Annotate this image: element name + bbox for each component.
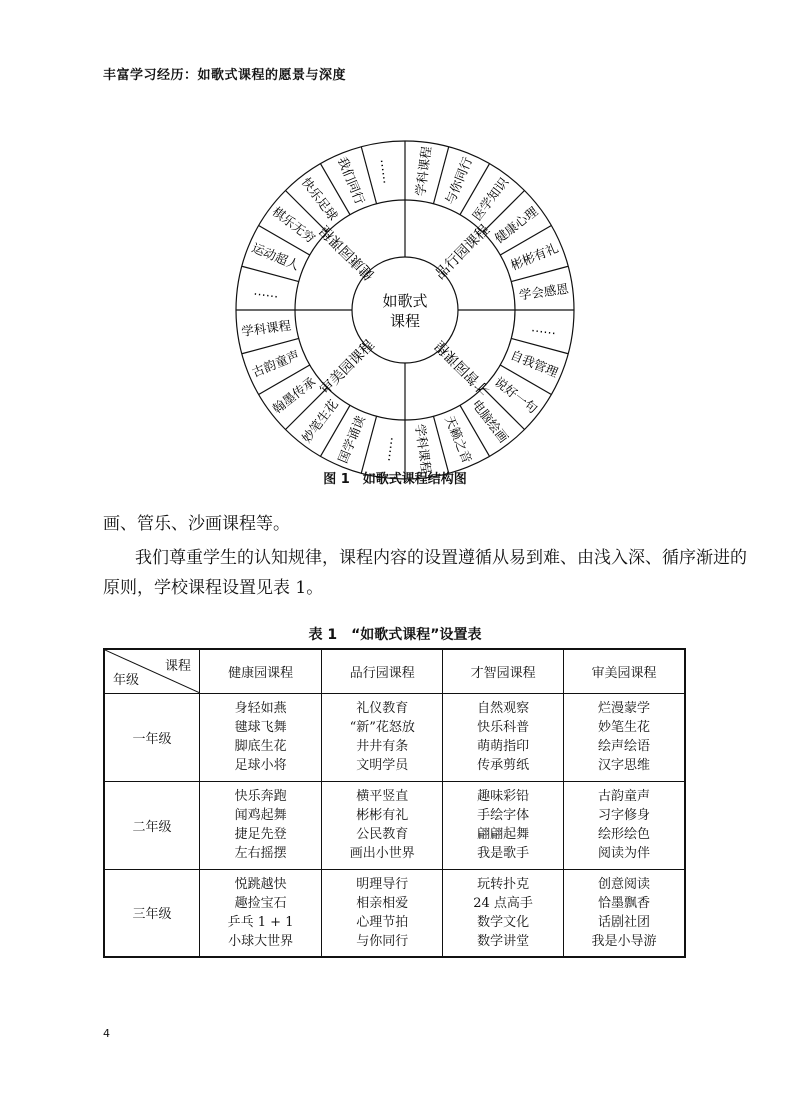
course-item: “新”花怒放	[349, 720, 415, 735]
course-cell	[443, 781, 564, 869]
course-cell	[322, 781, 443, 869]
outer-segment-label: 天籁之音	[442, 413, 476, 466]
course-item: 横平竖直	[356, 789, 409, 804]
diagonal-header-cell	[104, 649, 200, 693]
outer-segment-label: 自我管理	[508, 347, 561, 381]
page-number: 4	[103, 1027, 110, 1040]
course-item: 汉字思维	[597, 758, 650, 773]
table-caption: 表 1 “如歌式课程”设置表	[308, 627, 482, 643]
course-item: 传承剪纸	[477, 758, 530, 773]
course-item: 悦跳越快	[234, 876, 287, 892]
course-item: 数学文化	[477, 914, 530, 930]
course-item: 彬彬有礼	[356, 808, 409, 823]
outer-segment-label: 棋乐无穷	[269, 203, 319, 246]
course-item: 习字修身	[597, 808, 650, 823]
outer-segment-label: 学科课程	[412, 145, 434, 197]
course-item: 恰墨飘香	[597, 895, 650, 911]
outer-segment-label: 快乐足球	[298, 174, 341, 224]
course-cell	[200, 693, 322, 781]
center-label: 课程	[389, 312, 421, 330]
table-row	[104, 693, 685, 781]
course-item: 快乐科普	[477, 720, 530, 735]
outer-segment-label: 学科课程	[240, 317, 292, 339]
quadrant-label: 健康园课程	[316, 221, 378, 283]
course-item: 明理导行	[356, 876, 409, 892]
course-item: 萌萌指印	[477, 739, 530, 754]
paragraph-line-1: 画、管乐、沙画课程等。	[103, 514, 290, 534]
course-cell	[563, 869, 685, 957]
course-item: 脚底生花	[234, 739, 287, 754]
course-item: 手绘字体	[477, 808, 530, 823]
course-cell	[563, 693, 685, 781]
running-header: 丰富学习经历：如歌式课程的愿景与深度	[103, 68, 347, 83]
course-item: 足球小将	[234, 758, 287, 773]
course-item: 阅读为伴	[597, 846, 650, 861]
course-item: 妙笔生花	[597, 720, 650, 735]
center-label: 如歌式	[382, 292, 428, 310]
outer-segment-label: 翰墨传承	[269, 374, 319, 417]
course-item: 自然观察	[477, 701, 530, 716]
outer-segment-label: 电脑绘画	[469, 396, 512, 446]
column-header: 健康园课程	[200, 649, 322, 693]
outer-segment-label: 彬彬有礼	[508, 239, 561, 273]
course-cell	[322, 869, 443, 957]
grade-cell: 一年级	[104, 693, 200, 781]
outer-segment-label: ……	[377, 435, 396, 463]
outer-segment-label: ……	[252, 282, 280, 301]
course-item: 快乐奔跑	[234, 789, 287, 804]
course-cell	[200, 781, 322, 869]
outer-segment-label: 说好一句	[491, 374, 541, 417]
course-item: 绘声绘语	[597, 739, 650, 754]
outer-segment-label: 国学诵读	[334, 413, 368, 466]
table-header-row	[104, 649, 685, 693]
course-item: 我是小导游	[591, 933, 657, 949]
course-item: 24 点高手	[473, 895, 533, 911]
course-item: 毽球飞舞	[234, 720, 287, 735]
course-item: 绘形绘色	[597, 827, 650, 842]
course-item: 烂漫蒙学	[597, 701, 650, 716]
paragraph-line-3: 原则，学校课程设置见表 1。	[103, 578, 324, 598]
outer-segment-label: ……	[377, 157, 396, 185]
course-item: 话剧社团	[597, 914, 650, 930]
course-item: 心理节拍	[356, 914, 409, 930]
course-cell	[322, 693, 443, 781]
outer-segment-label: 妙笔生花	[298, 396, 341, 446]
course-item: 数学讲堂	[477, 933, 530, 949]
grade-cell: 三年级	[104, 869, 200, 957]
course-item: 创意阅读	[597, 876, 650, 892]
outer-segment-label: 学科课程	[412, 423, 434, 475]
course-item: 画出小世界	[349, 846, 415, 861]
curriculum-table	[103, 648, 686, 958]
quadrant-label: 品行园课程	[432, 221, 494, 283]
course-item: 井井有条	[356, 739, 409, 754]
table-row	[104, 869, 685, 957]
course-item: 左右摇摆	[234, 846, 287, 861]
course-item: 趣捡宝石	[234, 895, 287, 911]
column-header: 审美园课程	[563, 649, 685, 693]
course-item: 身轻如燕	[234, 701, 287, 716]
outer-segment-label: ……	[530, 319, 558, 338]
quadrant-label: 审美园课程	[316, 337, 378, 399]
outer-segment-label: 学会感恩	[518, 281, 570, 303]
outer-segment-label: 健康心理	[491, 203, 541, 246]
outer-segment-label: 医学知识	[469, 174, 512, 224]
column-header: 才智园课程	[443, 649, 564, 693]
course-item: 乒乓 1 + 1	[227, 914, 294, 930]
course-cell	[563, 781, 685, 869]
course-item: 玩转扑克	[477, 876, 530, 892]
course-item: 礼仪教育	[356, 701, 409, 716]
paragraph-line-2: 我们尊重学生的认知规律，课程内容的设置遵循从易到难、由浅入深、循序渐进的	[135, 548, 747, 568]
outer-segment-label: 运动超人	[249, 239, 302, 273]
course-cell	[443, 693, 564, 781]
course-item: 小球大世界	[228, 933, 294, 949]
course-item: 相亲相爱	[356, 895, 409, 911]
header-course-label: 课程	[164, 659, 191, 674]
course-item: 与你同行	[356, 933, 409, 949]
course-cell	[443, 869, 564, 957]
column-header: 品行园课程	[322, 649, 443, 693]
outer-segment-label: 我们同行	[334, 154, 368, 207]
course-item: 公民教育	[356, 827, 409, 842]
course-cell	[200, 869, 322, 957]
figure-caption: 图 1 如歌式课程结构图	[323, 472, 467, 487]
course-item: 文明学员	[356, 758, 409, 773]
outer-segment-label: 古韵童声	[249, 347, 302, 381]
course-item: 趣味彩铅	[477, 789, 530, 804]
course-item: 我是歌手	[477, 846, 530, 861]
course-structure-diagram	[235, 140, 575, 480]
quadrant-label: 才智园课程	[432, 337, 494, 399]
grade-cell: 二年级	[104, 781, 200, 869]
outer-segment-label: 与你同行	[442, 154, 476, 207]
course-item: 古韵童声	[597, 789, 650, 804]
header-grade-label: 年级	[113, 672, 140, 688]
course-item: 翩翩起舞	[477, 827, 530, 842]
course-item: 捷足先登	[234, 827, 287, 842]
table-row	[104, 781, 685, 869]
course-item: 闻鸡起舞	[234, 808, 287, 823]
